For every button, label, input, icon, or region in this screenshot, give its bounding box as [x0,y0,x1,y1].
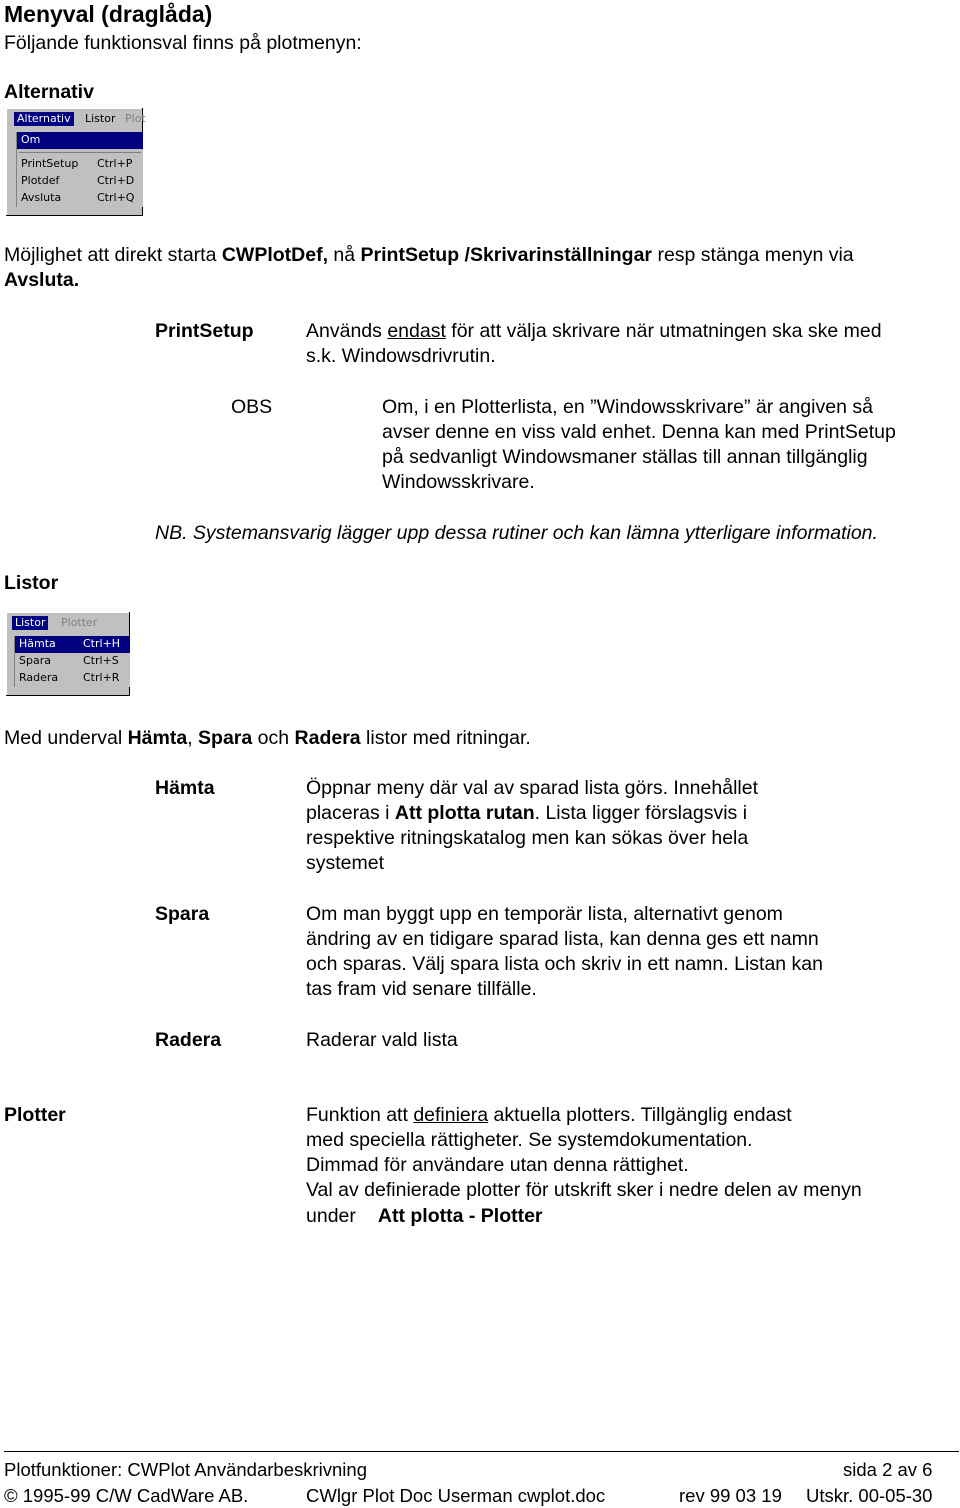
alternativ-intro-avsluta: Avsluta. [4,269,80,291]
spara-line-4: tas fram vid senare tillfälle. [306,978,537,1000]
footer-print-date: Utskr. 00-05-30 [806,1485,933,1506]
plotter-line-3: Dimmad för användare utan denna rättighet. [306,1154,689,1176]
term-printsetup: PrintSetup [155,320,254,342]
menu-bar [8,110,146,128]
menu-item-hamta: Hämta Ctrl+H [15,636,130,653]
term-spara: Spara [155,903,210,925]
menu-item-plotdef: Plotdef Ctrl+D [21,174,135,187]
printsetup-description: Används endast för att välja skrivare när utmatningen ska ske med [306,320,882,342]
menu-separator [17,149,143,156]
section-heading-alternativ: Alternativ [4,81,94,103]
alternativ-intro: Möjlighet att direkt starta CWPlotDef, nå PrintSetup /Skrivarinställningar resp stänga menyn via [4,244,854,266]
menu-item-radera: Radera Ctrl+R [19,671,120,684]
footer-doc-title: Plotfunktioner: CWPlot Användarbeskrivning [4,1459,367,1480]
menu-item-avsluta: Avsluta Ctrl+Q [21,191,135,204]
obs-line-4: Windowsskrivare. [382,471,535,493]
listor-intro: Med underval Hämta, Spara och Radera listor med ritningar. [4,727,531,749]
hamta-line-1: Öppnar meny där val av sparad lista görs. Innehållet [306,777,758,799]
menu-item-om: Om [17,132,143,149]
spara-line-2: ändring av en tidigare sparad lista, kan denna ges ett namn [306,928,819,950]
spara-line-1: Om man byggt upp en temporär lista, alternativt genom [306,903,783,925]
hamta-line-4: systemet [306,852,385,874]
menu-bar-item-listor: Listor [12,616,48,630]
hamta-line-3: respektive ritningskatalog men kan sökas över hela [306,827,749,849]
footer-page-number: sida 2 av 6 [843,1459,933,1480]
alternativ-menu-screenshot [6,108,146,216]
plotter-line-4: Val av definierade plotter för utskrift sker i nedre delen av menyn [306,1179,862,1201]
listor-dropdown [14,636,130,687]
menu-bar-item-plot: Plot [125,112,146,125]
obs-line-2: avser denne en viss vald enhet. Denna kan med PrintSetup [382,421,896,443]
menu-item-printsetup: PrintSetup Ctrl+P [21,157,133,170]
listor-menu-screenshot [6,612,130,696]
footer-doc-path: CWlgr Plot Doc Userman cwplot.doc [306,1485,606,1506]
section-heading-plotter: Plotter [4,1104,66,1126]
menu-bar-item-plotter: Plotter [61,616,98,629]
obs-line-3: på sedvanligt Windowsmaner ställas till annan tillgänglig [382,446,868,468]
obs-line-1: Om, i en Plotterlista, en ”Windowsskrivare” är angiven så [382,396,873,418]
menu-item-spara: Spara Ctrl+S [19,654,119,667]
menu-bar-item-alternativ: Alternativ [14,112,74,126]
plotter-line-5: under Att plotta - Plotter [306,1205,543,1227]
printsetup-description-line2: s.k. Windowsdrivrutin. [306,345,496,367]
radera-description: Raderar vald lista [306,1029,458,1051]
footer-rule [4,1451,959,1452]
hamta-line-2: placeras i Att plotta rutan. Lista ligger förslagsvis i [306,802,748,824]
menu-bar-item-listor: Listor [85,112,116,125]
term-radera: Radera [155,1029,222,1051]
term-hamta: Hämta [155,777,215,799]
footer-revision: rev 99 03 19 [679,1485,782,1506]
page-subtitle: Följande funktionsval finns på plotmenyn: [4,32,362,54]
nb-note: NB. Systemansvarig lägger upp dessa rutiner och kan lämna ytterligare information. [155,522,878,544]
plotter-line-2: med speciella rättigheter. Se systemdokumentation. [306,1129,753,1151]
page-title: Menyval (draglåda) [4,1,213,27]
alternativ-dropdown [16,132,143,207]
menu-bar [8,614,128,632]
plotter-line-1: Funktion att definiera aktuella plotters. Tillgänglig endast [306,1104,792,1126]
spara-line-3: och sparas. Välj spara lista och skriv in ett namn. Listan kan [306,953,823,975]
footer-copyright: © 1995-99 C/W CadWare AB. [4,1485,249,1506]
term-obs: OBS [231,396,273,418]
section-heading-listor: Listor [4,572,59,594]
